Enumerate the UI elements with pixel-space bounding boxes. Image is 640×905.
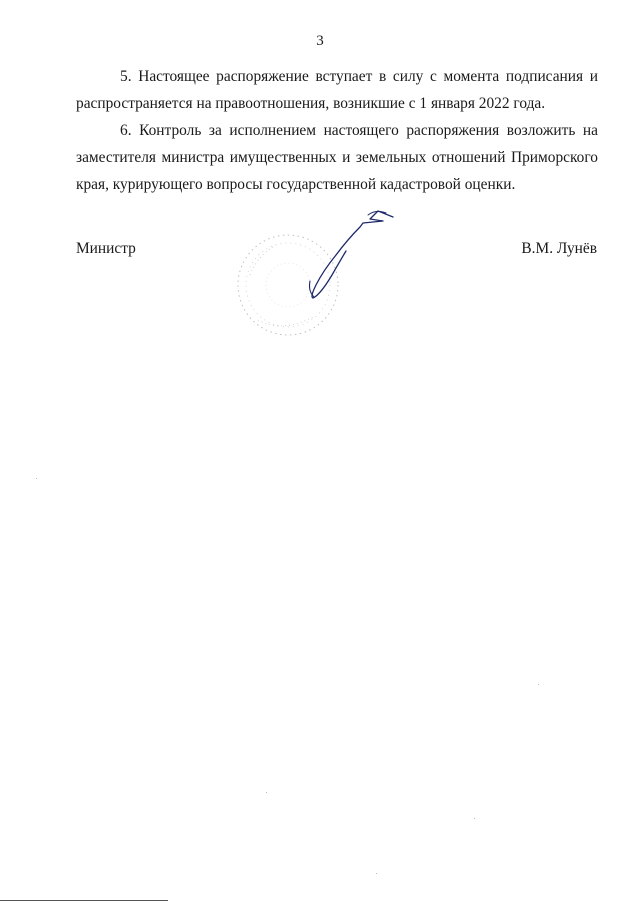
official-seal-icon — [228, 205, 418, 345]
signature-stroke — [312, 211, 393, 298]
scan-speck — [474, 818, 475, 819]
signatory-name: В.М. Лунёв — [521, 240, 597, 257]
bottom-rule — [0, 900, 168, 901]
scan-speck — [36, 478, 37, 479]
signatory-position: Министр — [76, 240, 136, 257]
page-number: 3 — [316, 33, 324, 49]
scan-speck — [376, 873, 377, 874]
seal-and-signature — [228, 205, 418, 345]
paragraph-6: 6. Контроль за исполнением настоящего распоряжения возложить на заместителя министра имущественных и земельных отношений Приморского края, курирующего вопросы государственной кадастровой оценки. — [76, 122, 598, 193]
paragraph-5: 5. Настоящее распоряжение вступает в силу с момента подписания и распространяется на правоотношения, возникшие с 1 января 2022 года. — [76, 68, 598, 112]
scan-speck — [266, 792, 267, 793]
scan-speck — [538, 684, 539, 685]
